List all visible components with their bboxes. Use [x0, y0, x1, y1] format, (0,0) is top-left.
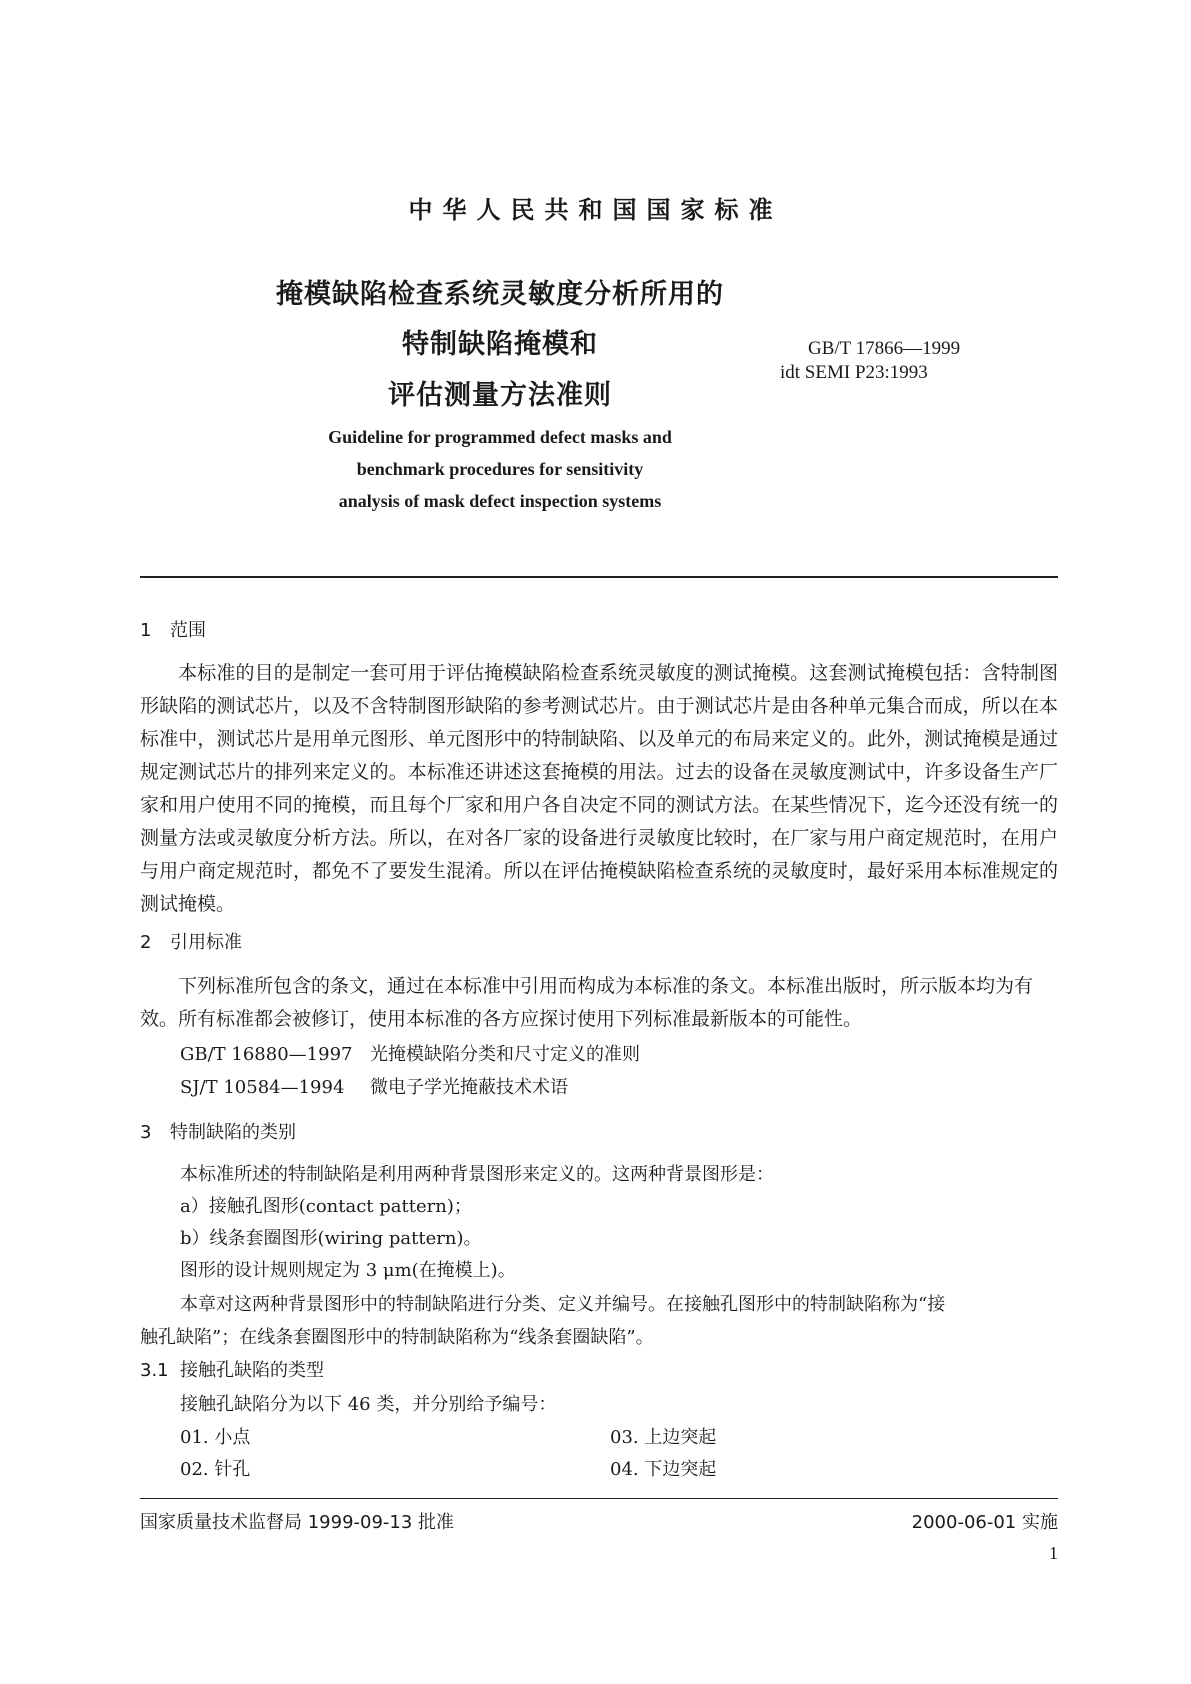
section-2-heading — [140, 928, 242, 954]
title-cn-line-3: 评估测量方法准则 — [388, 380, 612, 411]
header-divider — [140, 576, 1058, 578]
reference-item — [180, 1073, 568, 1099]
section-1-text: 本标准的目的是制定一套可用于评估掩模缺陷检查系统灵敏度的测试掩模。这套测试掩模包括：含特制图形缺陷的测试芯片，以及不含特制图形缺陷的参考测试芯片。由于测试芯片是由各种单元集合而成，所以在本标准中，测试芯片是用单元图形、单元图形中的特制缺陷、以及单元的布局来定义的。此外，测试掩模是通过规定测试芯片的排列来定义的。本标准还讲述这套掩模的用法。过去的设备在灵敏度测试中，许多设备生产厂家和用户使用不同的掩模，而且每个厂家和用户各自决定不同的测试方法。在某些情况下，迄今还没有统一的测量方法或灵敏度分析方法。所以，在对各厂家的设备进行灵敏度比较时，在厂家与用户商定规范时，在用户与用户商定规范时，都免不了要发生混淆。所以在评估掩模缺陷检查系统的灵敏度时，最好采用本标准规定的测试掩模。 — [140, 662, 1058, 915]
title-cn-line-2: 特制缺陷掩模和 — [402, 329, 598, 360]
reference-code: SJ/T 10584—1994 — [180, 1077, 345, 1098]
section-2-number: 2 — [140, 932, 152, 953]
section-3-title: 特制缺陷的类别 — [170, 1122, 296, 1143]
section-2-paragraph — [140, 970, 1058, 1036]
section-3-1-heading — [140, 1356, 324, 1382]
reference-title: 光掩模缺陷分类和尺寸定义的准则 — [370, 1044, 640, 1065]
defect-type-item: 02. 针孔 — [180, 1459, 251, 1480]
approval-info: 国家质量技术监督局 1999-09-13 批准 — [140, 1512, 455, 1533]
title-en-line-1: Guideline for programmed defect masks and — [328, 427, 672, 447]
reference-code: GB/T 16880—1997 — [180, 1044, 353, 1065]
section-1-heading — [140, 616, 206, 642]
section-3-design-rule: 图形的设计规则规定为 3 μm(在掩模上)。 — [180, 1260, 516, 1281]
national-standard-label: 中华人民共和国国家标准 — [408, 196, 783, 224]
title-en-line-3: analysis of mask defect inspection systems — [338, 491, 662, 511]
idt-reference: idt SEMI P23:1993 — [780, 362, 928, 383]
section-3-item-a: a）接触孔图形(contact pattern)； — [180, 1196, 472, 1217]
reference-title: 微电子学光掩蔽技术术语 — [370, 1077, 568, 1098]
section-1-number: 1 — [140, 620, 152, 641]
standard-code: GB/T 17866—1999 — [808, 338, 961, 359]
defect-type-item: 03. 上边突起 — [610, 1427, 717, 1448]
section-3-1-intro: 接触孔缺陷分为以下 46 类，并分别给予编号： — [180, 1394, 557, 1415]
section-3-1-number: 3.1 — [140, 1360, 169, 1381]
section-3-number: 3 — [140, 1122, 152, 1143]
page-number: 1 — [1049, 1543, 1058, 1563]
defect-type-item: 04. 下边突起 — [610, 1459, 717, 1480]
section-3-intro: 本标准所述的特制缺陷是利用两种背景图形来定义的。这两种背景图形是： — [180, 1164, 774, 1185]
section-3-heading — [140, 1118, 296, 1144]
footer-divider — [140, 1498, 1058, 1499]
title-cn-line-1: 掩模缺陷检查系统灵敏度分析所用的 — [276, 279, 724, 310]
defect-type-item: 01. 小点 — [180, 1427, 251, 1448]
section-1-title: 范围 — [170, 620, 206, 641]
section-1-paragraph — [140, 657, 1058, 921]
reference-item — [180, 1040, 640, 1066]
section-2-title: 引用标准 — [170, 932, 242, 953]
title-en-line-2: benchmark procedures for sensitivity — [356, 459, 644, 479]
section-3-item-b: b）线条套圈图形(wiring pattern)。 — [180, 1228, 482, 1249]
section-3-chapter-text-1: 本章对这两种背景图形中的特制缺陷进行分类、定义并编号。在接触孔图形中的特制缺陷称为“接 — [180, 1294, 946, 1315]
section-3-chapter-text-2: 触孔缺陷”；在线条套圈图形中的特制缺陷称为“线条套圈缺陷”。 — [140, 1327, 654, 1348]
section-2-text: 下列标准所包含的条文，通过在本标准中引用而构成为本标准的条文。本标准出版时，所示版本均为有效。所有标准都会被修订，使用本标准的各方应探讨使用下列标准最新版本的可能性。 — [140, 975, 1034, 1030]
implementation-date: 2000-06-01 实施 — [911, 1512, 1058, 1533]
section-3-1-title: 接触孔缺陷的类型 — [180, 1360, 324, 1381]
